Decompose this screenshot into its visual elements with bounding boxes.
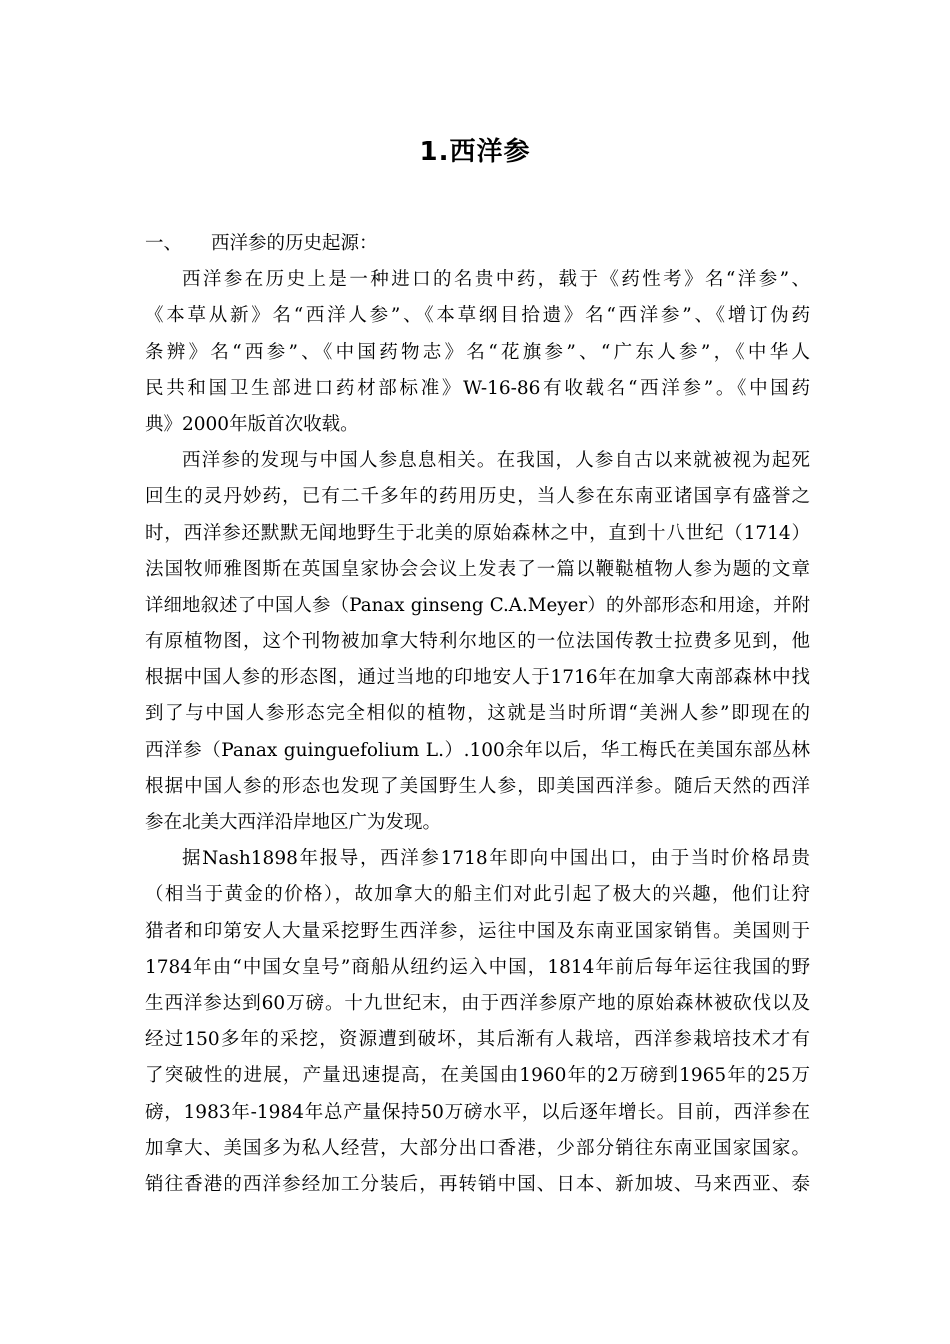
text-line: 法国牧师雅图斯在英国皇家协会会议上发表了一篇以鞭鞑植物人参为题的文章 [145, 558, 810, 580]
text-line: 根据中国人参的形态图，通过当地的印地安人于1716年在加拿大南部森林中找 [145, 667, 810, 689]
section-number: 一、 [145, 233, 183, 254]
text-line: 西洋参（Panax guinguefolium L.）.100余年以后，华工梅氏在美国东部丛林 [145, 739, 810, 761]
text-line: 生西洋参达到60万磅。十九世纪末，由于西洋参原产地的原始森林被砍伐以及 [145, 992, 810, 1014]
text-line: 西洋参的发现与中国人参息息相关。在我国，人参自古以来就被视为起死 [182, 450, 810, 472]
text-line: 了突破性的进展，产量迅速提高，在美国由1960年的2万磅到1965年的25万 [145, 1065, 810, 1087]
text-line: 1784年由“中国女皇号”商船从纽约运入中国，1814年前后每年运往我国的野 [145, 956, 810, 978]
text-line: 时，西洋参还默默无闻地野生于北美的原始森林之中，直到十八世纪（1714） [145, 522, 810, 544]
body-text [145, 226, 810, 1203]
text-line: 销往香港的西洋参经加工分装后，再转销中国、日本、新加坡、马来西亚、泰 [145, 1173, 810, 1195]
text-line: 磅，1983年-1984年总产量保持50万磅水平，以后逐年增长。目前，西洋参在 [145, 1101, 810, 1123]
text-line: 民共和国卫生部进口药材部标准》W-16-86有收载名“西洋参”。《中国药 [145, 377, 810, 399]
text-line: 经过150多年的采挖，资源遭到破坏，其后渐有人栽培，西洋参栽培技术才有 [145, 1029, 810, 1051]
text-line: 详细地叙述了中国人参（Panax ginseng C.A.Meyer）的外部形态和用途，并附 [145, 594, 810, 616]
paragraph-3 [145, 841, 810, 1203]
text-line: 西洋参在历史上是一种进口的名贵中药，载于《药性考》名“洋参”、 [182, 269, 810, 291]
section-heading [145, 226, 810, 262]
text-line: 典》2000年版首次收载。 [145, 413, 359, 435]
text-line: 参在北美大西洋沿岸地区广为发现。 [145, 812, 442, 833]
paragraph-2 [145, 443, 810, 841]
page-title: 1.西洋参 [419, 137, 531, 167]
text-line: 条辨》名“西参”、《中国药物志》名“花旗参”、“广东人参”，《中华人 [145, 341, 810, 363]
text-line: 《本草从新》名“西洋人参”、《本草纲目拾遗》名“西洋参”、《增订伪药 [145, 305, 810, 327]
text-line: 回生的灵丹妙药，已有二千多年的药用历史，当人参在东南亚诸国享有盛誉之 [145, 486, 810, 508]
text-line: 到了与中国人参形态完全相似的植物，这就是当时所谓“美洲人参”即现在的 [145, 703, 810, 725]
text-line: 猎者和印第安人大量采挖野生西洋参，运往中国及东南亚国家销售。美国则于 [145, 920, 810, 942]
section-heading-text: 西洋参的历史起源： [211, 233, 378, 254]
text-line: 根据中国人参的形态也发现了美国野生人参，即美国西洋参。随后天然的西洋 [145, 775, 810, 797]
text-line: 加拿大、美国多为私人经营，大部分出口香港，少部分销往东南亚国家国家。 [145, 1137, 810, 1159]
paragraph-1 [145, 262, 810, 443]
text-line: 据Nash1898年报导，西洋参1718年即向中国出口，由于当时价格昂贵 [182, 848, 810, 870]
text-line: 有原植物图，这个刊物被加拿大特利尔地区的一位法国传教士拉费多见到，他 [145, 631, 810, 653]
text-line: （相当于黄金的价格），故加拿大的船主们对此引起了极大的兴趣，他们让狩 [145, 884, 810, 906]
